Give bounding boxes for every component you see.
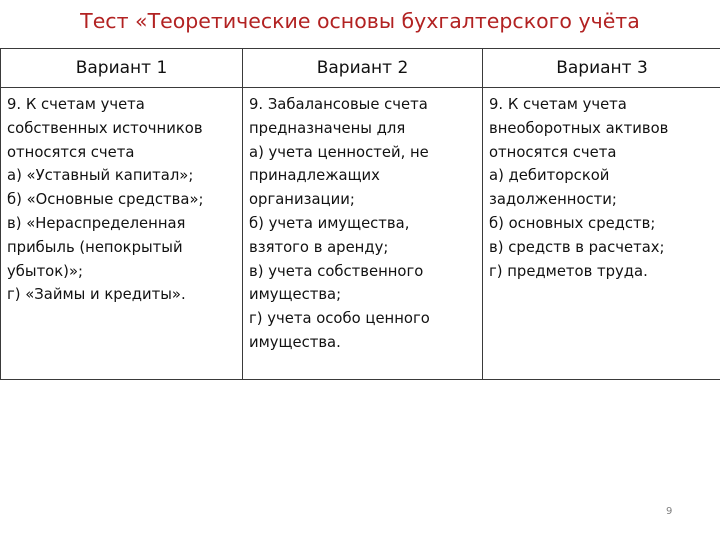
question-line: предназначены для — [249, 119, 406, 137]
page-number: 9 — [666, 506, 673, 517]
answer-line: организации; — [249, 191, 355, 209]
answer-line: а) учета ценностей, не — [249, 143, 429, 161]
question-line: внеоборотных активов — [489, 119, 669, 137]
answer-line: принадлежащих — [249, 167, 380, 185]
answer-line: в) средств в расчетах; — [489, 238, 665, 256]
answer-line: взятого в аренду; — [249, 238, 389, 256]
variant-3-cell — [483, 88, 720, 380]
answer-line: а) «Уставный капитал»; — [7, 167, 194, 185]
answer-line: г) предметов труда. — [489, 262, 648, 280]
answer-line: б) учета имущества, — [249, 214, 410, 232]
variant-2-question — [243, 88, 482, 355]
header-variant-1: Вариант 1 — [1, 49, 243, 88]
variant-3-question — [483, 88, 720, 283]
question-line: собственных источников — [7, 119, 203, 137]
table-header-row — [1, 49, 720, 88]
answer-line: прибыль (непокрытый — [7, 238, 183, 256]
question-line: 9. К счетам учета — [489, 96, 627, 113]
question-line: 9. К счетам учета — [7, 96, 145, 113]
answer-line: а) дебиторской — [489, 167, 610, 185]
answer-line: б) основных средств; — [489, 214, 656, 232]
header-variant-2: Вариант 2 — [243, 49, 483, 88]
variant-2-cell — [243, 88, 483, 380]
question-line: относятся счета — [489, 143, 617, 161]
question-line: относятся счета — [7, 143, 135, 161]
header-variant-3: Вариант 3 — [483, 49, 720, 88]
variant-1-cell — [1, 88, 243, 380]
answer-line: в) учета собственного — [249, 262, 424, 280]
variant-1-question — [1, 88, 242, 307]
slide-title: Тест «Теоретические основы бухгалтерского учёта — [80, 9, 640, 33]
answer-line: имущества. — [249, 333, 341, 351]
answer-line: г) учета особо ценного — [249, 310, 430, 328]
answer-line: задолженности; — [489, 191, 617, 209]
answer-line: б) «Основные средства»; — [7, 191, 204, 209]
question-line: 9. Забалансовые счета — [249, 96, 428, 113]
answer-line: убыток)»; — [7, 262, 83, 280]
table-body-row — [1, 88, 720, 380]
variants-table — [0, 48, 720, 380]
answer-line: г) «Займы и кредиты». — [7, 286, 186, 304]
answer-line: в) «Нераспределенная — [7, 214, 186, 232]
answer-line: имущества; — [249, 286, 342, 304]
